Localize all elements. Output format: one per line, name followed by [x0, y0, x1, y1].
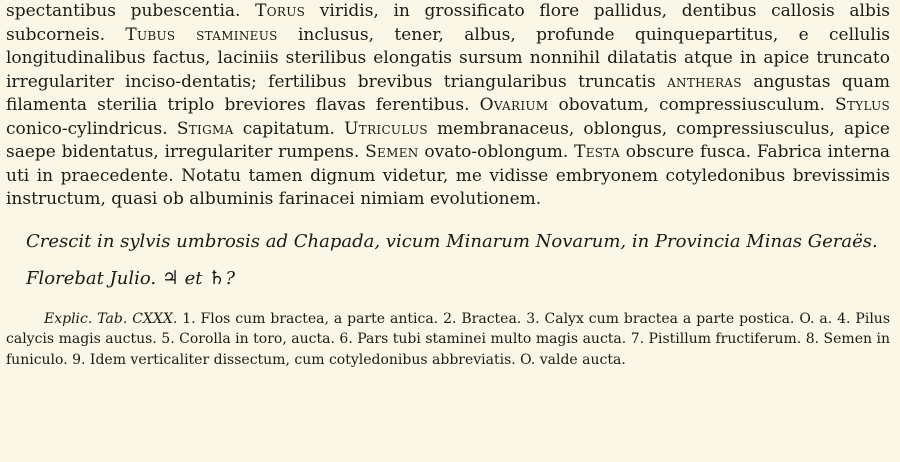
description-text: obovatum, compressiusculum. [558, 95, 825, 115]
term-testa: Testa [574, 142, 620, 162]
flowering-conjunction: et [184, 267, 203, 289]
description-text: conico-cylindricus. [6, 118, 168, 139]
description-text: ovato-oblongum. [424, 142, 569, 162]
term-stigma: Stigma [176, 118, 234, 139]
explication-text: 1. Flos cum bractea, a parte antica. 2. Bractea. 3. Calyx cum bractea a parte postica. O. a. 4. Pilus calycis magis auctus. 5. Corolla in toro, aucta. 6. Pars tubi staminei multo magis aucta. 7. Pistillum fructiferum. 8. Semen in funiculo. 9. Idem verticaliter dissectum, cum cotyledonibus abbreviatis. O. valde aucta. [6, 310, 891, 368]
term-torus: Torus [255, 1, 306, 21]
flowering-text: Florebat Julio. [26, 267, 157, 289]
flowering-query: ? [225, 267, 235, 289]
description-text: angustas quam filamenta sterilia triplo breviores flavas ferentibus. [6, 71, 891, 115]
description-text: viridis, in grossificato flore pallidus, dentibus callosis albis subcorneis. [6, 1, 891, 45]
term-semen: Semen [365, 142, 419, 162]
saturn-symbol-icon: ♄ [208, 266, 226, 289]
term-ovarium: Ovarium [479, 95, 549, 115]
description-text: membranaceus, oblongus, compressiusculus, apice saepe bidentatus, irregulariter rumpens. [6, 118, 890, 162]
description-text: obscure fusca. Fabrica interna uti in praecedente. Notatu tamen dignum videtur, me vidisse embryonem cotyledonibus brevissimis instructum, quasi ob albuminis farinacei nimiam evolutionem. [6, 142, 891, 209]
term-stylus: Stylus [835, 95, 891, 115]
description-text: capitatum. [242, 118, 335, 139]
term-tubus-stamineus: Tubus stamineus [125, 24, 278, 45]
species-description [6, 0, 890, 212]
description-text: spectantibus pubescentia. [6, 1, 241, 21]
plate-explication [6, 309, 890, 371]
habitat-paragraph: Crescit in sylvis umbrosis ad Chapada, vicum Minarum Novarum, in Provincia Minas Geraës. [26, 230, 878, 252]
flowering-line [6, 266, 890, 291]
term-utriculus: Utriculus [344, 118, 428, 139]
term-antheras: antheras [667, 71, 742, 92]
explication-lead: Explic. Tab. CXXX. [44, 310, 178, 327]
jupiter-symbol-icon: ♃ [161, 266, 179, 289]
description-text: inclusus, tener, albus, profunde quinquepartitus, e cellulis longitudinalibus factus, laciniis sterilibus elongatis sursum nonnihil dilatatis atque in apice truncato irregulariter inciso-dentatis; fertilibus brevibus triangularibus truncatis [6, 24, 890, 92]
